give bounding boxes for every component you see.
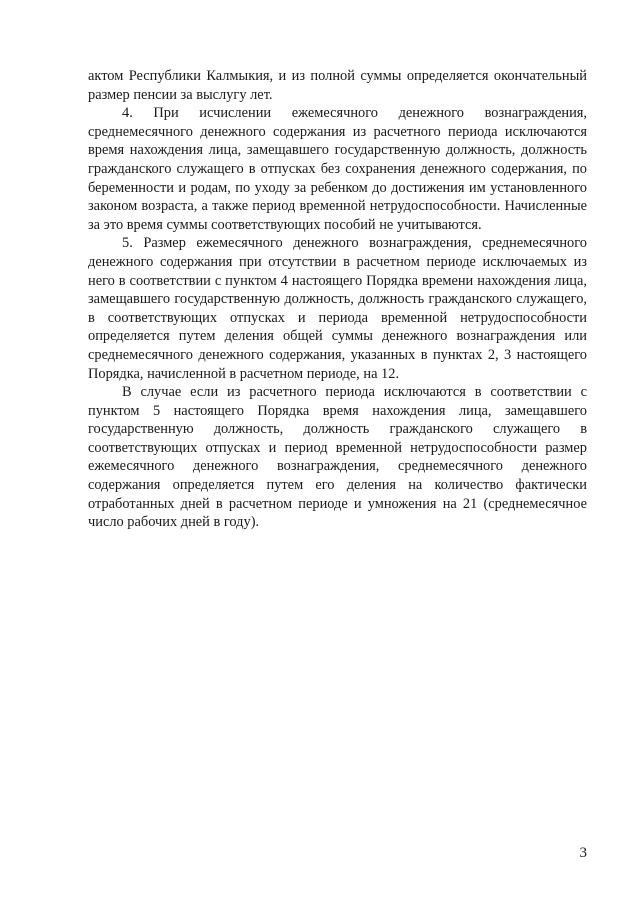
paragraph-continuation: актом Республики Калмыкия, и из полной суммы определяется окончательный размер пенсии за выслугу лет. [88, 68, 587, 103]
page-number: 3 [579, 845, 587, 861]
paragraph-item-4: 4. При исчислении ежемесячного денежного вознаграждения, среднемесячного денежного содержания из расчетного периода исключаются время нахождения лица, замещавшего государственную должность, должность гражданского служащего в отпусках без сохранения денежного содержания, по беременности и родам, по уходу за ребенком до достижения им установленного законом возраста, а также период временной нетрудоспособности. Начисленные за это время суммы соответствующих пособий не учитываются. [88, 105, 587, 233]
paragraph-exception-case: В случае если из расчетного периода исключаются в соответствии с пунктом 5 настоящего Порядка время нахождения лица, замещавшего государственную должность, должность гражданского служащего в соответствующих отпусках и период временной нетрудоспособности размер ежемесячного денежного вознаграждения, среднемесячного денежного содержания определяется путем его деления на количество фактически отработанных дней в расчетном периоде и умножения на 21 (среднемесячное число рабочих дней в году). [88, 384, 587, 531]
document-body [88, 67, 587, 532]
paragraph-item-5: 5. Размер ежемесячного денежного вознаграждения, среднемесячного денежного содержания при отсутствии в расчетном периоде исключаемых из него в соответствии с пунктом 4 настоящего Порядка времени нахождения лица, замещавшего государственную должность, должность гражданского служащего, в соответствующих отпусках и периода временной нетрудоспособности определяется путем деления общей суммы денежного вознаграждения или среднемесячного денежного содержания, указанных в пунктах 2, 3 настоящего Порядка, начисленной в расчетном периоде, на 12. [88, 235, 587, 382]
